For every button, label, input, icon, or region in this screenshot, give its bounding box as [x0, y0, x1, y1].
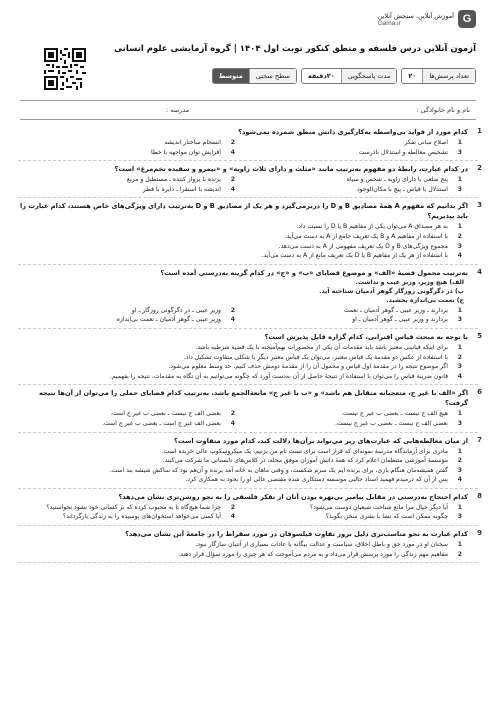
answer-option[interactable] [245, 512, 462, 522]
answer-option[interactable] [18, 138, 235, 148]
option-text: افزایش توان مواجهه با خطا [150, 148, 221, 156]
answer-option[interactable] [18, 475, 462, 485]
exam-meta [212, 68, 476, 84]
option-number: 1 [457, 410, 462, 418]
option-number: 3 [457, 513, 462, 521]
question-text: با توجه به مبحث قیاس اقترانی، کدام گزاره قابل پذیرش است؟ [264, 332, 468, 341]
question-number: 1 [477, 127, 482, 135]
brand-title: آموزش آنلاین، سنجش آنلاین [377, 11, 454, 20]
option-text: چگونه ممکن است که نشا با بشری سخن بگوید؟ [325, 513, 448, 521]
option-text: مفاهیم مهم زندگی را مورد پرسش قرار می‌داد و به مردم می‌آموخت که هر چیزی را مورد سؤال قرار دهند. [178, 550, 448, 558]
answer-option[interactable] [18, 540, 462, 550]
difficulty-box [212, 68, 297, 84]
option-text: بردارند ـ وزیر عیبی ـ گوهر آدمیان ـ نعمت [343, 306, 448, 314]
duration-label: مدت پاسخگویی [341, 69, 397, 83]
option-text: مادری برای آرماندگاه مدرسهٔ نمونه‌ای که قرار است برای تست نام من بزنیم، یک میکروسکوپ عالی خریده است. [161, 447, 448, 455]
answer-option[interactable] [245, 503, 462, 513]
option-text: انسجام ساختار اندیشه [164, 139, 221, 146]
question-text: کدام احتجاج به‌درستی در مقابل پیامبر بی‌بهره بودن آنان از تفکر فلسفی را به نحو روشن‌تری نشان می‌دهد؟ [118, 492, 468, 501]
question-block [18, 329, 482, 385]
option-number: 2 [457, 232, 462, 240]
option-text: مجموع ویژگی‌های B و D یک تعریف مفهومی از A به دست می‌دهد. [278, 242, 448, 250]
option-text: آیا کسی می‌خواهد استخوان‌های پوسیده را به زندگی بازگرداند؟ [62, 513, 221, 521]
answer-options [18, 343, 478, 381]
answer-option[interactable] [245, 306, 462, 316]
duration-box [301, 68, 398, 84]
question-text: به‌ترتیب محمول قضیهٔ «الف» و موضوع قضایای «ب» و «ج» در کدام گزینه به‌درستی آمده است؟ [160, 268, 468, 277]
option-number: 3 [457, 466, 462, 474]
option-text: با استفاده از هر یک از مفاهیم B یا D یک تعریف مانع از A به دست می‌آید. [261, 252, 448, 260]
option-text: بعضی الف ج نیست ـ بعضی ب غیر ج نیست. [335, 419, 448, 427]
question-text: کدام مورد از فواید بی‌واسطه به‌کارگیری دانش منطق شمرده نمی‌شود؟ [238, 128, 468, 136]
answer-option[interactable] [18, 222, 462, 232]
answer-options [18, 540, 478, 559]
option-number: 2 [230, 503, 235, 511]
option-number: 3 [457, 242, 462, 250]
answer-option[interactable] [245, 419, 462, 429]
answer-option[interactable] [18, 232, 462, 242]
option-text: قانون ضریبهٔ قیاس را می‌توان با استفاده از نتیجهٔ حاصل از آن به‌دست آورد که چگونه می‌توانیم به آن نگاه به مقدمات، نتیجه را بفهمیم. [109, 372, 448, 380]
option-number: 3 [457, 363, 462, 371]
option-text: وزیر عیبی ـ گوهر آدمیان ـ نعمت بی‌اندازه [116, 316, 221, 324]
question-sub-statement: ب) در دگرگونی روزگار گوهر آدمیان شناخته آید. [319, 287, 464, 295]
option-number: 1 [457, 503, 462, 511]
answer-option[interactable] [245, 175, 462, 185]
option-number: 1 [457, 176, 462, 184]
option-text: پنج ضلعی با دارای زاویه ـ شخص و سیاه [346, 176, 448, 184]
answer-option[interactable] [245, 185, 462, 195]
option-text: بعضی الف غیر ج است ـ بعضی ب غیر ج است. [102, 419, 221, 427]
option-number: 2 [457, 353, 462, 361]
question-block [18, 124, 482, 161]
question-count-value: ۲۰ [408, 72, 417, 80]
option-number: 4 [457, 252, 462, 260]
answer-option[interactable] [18, 175, 235, 185]
answer-option[interactable] [18, 362, 462, 372]
question-number: 4 [477, 267, 482, 276]
option-text: آیا دیگر خیال مرا مانع شناخت شیعیانِ دوست می‌شود؟ [309, 503, 448, 511]
answer-option[interactable] [245, 148, 462, 158]
option-number: 1 [457, 306, 462, 314]
option-text: اندیشه با استقرا ـ دایره با قطر [142, 185, 221, 193]
option-text: چرا شما هیچ‌گاه تا به محبوب کرده که بر کسانی خود نشود نخواستید؟ [46, 503, 221, 511]
question-text: از میان مغالطه‌هایی که عبارت‌های زیر می‌تواند برآن‌ها دلالت کند، کدام مورد متفاوت است؟ [174, 436, 468, 445]
option-text: استدلال با قیاس ـ پیچ با مکان‌الوجود [356, 185, 448, 193]
option-text: اگر موضوع نتیجه را در مقدمهٔ اول قیاس و محمول آن را از مقدمهٔ دومش حذف کنیم، حد وسط معلوم می‌شود. [168, 363, 448, 371]
difficulty-label: سطح سختی [249, 69, 296, 83]
school-label: مدرسه : [166, 106, 190, 114]
qr-code-icon [44, 48, 86, 90]
answer-options [18, 409, 478, 428]
question-text: در کدام عبارت، رابطهٔ دو مفهوم به‌ترتیب مانند «مثلث و دارای ثلاث زاویه» و «نیمرو و سفیده تخم‌مرغ» است؟ [114, 165, 468, 174]
question-number: 5 [477, 331, 482, 340]
option-number: 4 [457, 372, 462, 380]
answer-option[interactable] [18, 409, 235, 419]
answer-option[interactable] [18, 306, 235, 316]
option-text: پرنده با پرواز کننده ـ مستطیل و مربع [126, 176, 221, 184]
option-text: بردارند و وزیر عیبی ـ گوهر آدمیان ـ او [352, 316, 448, 324]
option-text: بعضی الف ج نیست ـ بعضی ب غیر ج است. [110, 410, 221, 418]
question-number: 6 [477, 388, 482, 397]
option-text: اصلاح مبانی تفکر [404, 139, 448, 146]
answer-option[interactable] [18, 315, 235, 325]
answer-option[interactable] [18, 148, 235, 158]
option-number: 4 [230, 513, 235, 521]
answer-option[interactable] [245, 409, 462, 419]
option-number: 1 [457, 541, 462, 549]
answer-option[interactable] [18, 447, 462, 457]
option-number: 1 [457, 447, 462, 455]
question-number: 3 [477, 201, 482, 210]
question-text: کدام عبارت به نحو مناسب‌تری دلیل بروز تفاوت فیلسوفان در مورد سقراط را در جامعهٔ آتن نشان می‌دهد؟ [125, 530, 468, 539]
option-number: 3 [457, 148, 462, 156]
answer-option[interactable] [18, 185, 235, 195]
answer-option[interactable] [18, 550, 462, 560]
option-text: به هر مصداق A می‌توان یکی از مفاهیم B یا D را نسبت داد. [296, 223, 448, 231]
question-block [18, 526, 482, 563]
option-number: 2 [457, 457, 462, 465]
answer-option[interactable] [18, 353, 462, 363]
option-number: 1 [457, 343, 462, 351]
option-text: پس از آن که درمیدم فهمید اسناد جالبی موسسه دستکاری شده مقتضی عالی او را بخود به همکاری کرد. [185, 476, 448, 484]
answer-options [18, 503, 478, 522]
option-number: 1 [457, 223, 462, 231]
answer-option[interactable] [18, 242, 462, 252]
answer-option[interactable] [18, 343, 462, 353]
option-number: 2 [230, 176, 235, 184]
brand-logo [378, 10, 476, 28]
option-number: 2 [230, 306, 235, 314]
question-block [18, 265, 482, 329]
questions-area [18, 124, 482, 698]
brand-text [378, 12, 454, 27]
answer-option[interactable] [18, 251, 462, 261]
question-number: 7 [477, 435, 482, 444]
question-count-box [401, 68, 476, 84]
option-number: 3 [457, 185, 462, 193]
option-text: وزیر عیبی ـ در دگرگونی روزگار ـ او [131, 306, 221, 314]
answer-options [18, 138, 478, 157]
option-text: هیچ الف ج نیست ـ بعضی ب غیر ج نیست. [341, 410, 448, 418]
question-block [18, 161, 482, 198]
question-number: 8 [477, 491, 482, 500]
option-number: 3 [457, 316, 462, 324]
option-text: مؤسسهٔ آموزشی منتظمان اعلام کرد که همهٔ دانش آموزان موفق محله، در کلاس‌های تابستانی ما شرکت می‌کنند. [162, 457, 448, 465]
answer-options [18, 447, 478, 485]
answer-option[interactable] [18, 372, 462, 382]
answer-option[interactable] [18, 419, 235, 429]
question-number: 2 [477, 164, 482, 173]
logo-mark-icon: G [458, 10, 476, 28]
student-info-row [20, 100, 476, 120]
answer-option[interactable] [18, 466, 462, 476]
option-number: 4 [230, 419, 235, 427]
answer-option[interactable] [18, 503, 235, 513]
option-number: 4 [230, 185, 235, 193]
option-number: 3 [457, 419, 462, 427]
option-number: 4 [230, 148, 235, 156]
question-block [18, 385, 482, 432]
option-text: با استفاده از مفاهیم A و B یک تعریف جامع از A به دست می‌آید. [284, 232, 448, 240]
option-number: 2 [230, 139, 235, 146]
question-sub-statement: الف) هیچ وزیر، وزیر عیب و نداشت. [355, 278, 464, 286]
question-block [18, 198, 482, 264]
option-number: 1 [457, 139, 462, 146]
question-sub-statement: ج) نعمت بی‌اندازه بخشید. [386, 296, 464, 304]
question-number: 9 [477, 529, 482, 538]
answer-option[interactable] [245, 138, 462, 148]
answer-option[interactable] [245, 315, 462, 325]
option-text: برای اینکه قیاسی معتبر باشد باید مقدمات آن یکی از محصورات بهم‌آمیخته با یک قضیهٔ شرطیه باشد. [195, 343, 448, 351]
question-text: اگر «الف با غیر ج، متعجبانه متقابل هم باشد» و «ب یا غیر ج» مانعةالجمع باشد، به‌ترتیب کدام قضایای حملی را می‌توان از آن‌ها نتیجه گرفت؟ [39, 389, 468, 408]
option-number: 4 [230, 316, 235, 324]
option-number: 4 [457, 476, 462, 484]
option-text: سخنان او در مورد حق و باطل اخلاق، سیاست و عدالت بیگانه با عادات بسیاری از آتنیان سازگار نبود. [195, 541, 448, 549]
exam-title: آزمون آنلاین درس فلسفه و منطق کنکور نوبت اول ۱۴۰۴ | گروه آزمایشی علوم انسانی [114, 44, 476, 54]
answer-options [18, 306, 478, 325]
option-text: تشخیص مغالطه و استدلال نادرست [358, 148, 448, 156]
student-name-label: نام و نام خانوادگی : [416, 106, 470, 114]
answer-options [18, 175, 478, 194]
question-count-label: تعداد پرسش‌ها [422, 69, 475, 83]
question-block [18, 489, 482, 526]
difficulty-value: متوسط [213, 69, 249, 83]
answer-option[interactable] [18, 456, 462, 466]
question-text: اگر بدانیم که مفهوم A همهٔ مصادیق B و D را دربرمی‌گیرد و هر یک از مصادیق B و D به‌ترتیب دارای ویژگی‌های خاص هستند، کدام عبارت را باید بپذیریم؟ [20, 202, 468, 221]
duration-value: ۲۰دقیقه [307, 72, 335, 80]
question-block [18, 433, 482, 489]
option-text: با استفاده از عکس دو مقدمهٔ یک قیاس معتبر، می‌توان یک قیاس معتبر دیگر با شکلی متفاوت تشکیل داد. [183, 353, 448, 361]
answer-options [18, 222, 478, 260]
brand-site[interactable]: Gama.ir [377, 19, 401, 27]
option-number: 2 [457, 550, 462, 558]
answer-option[interactable] [18, 512, 235, 522]
option-text: گفتن همیشه‌مان هنگام بازی، برای برنده ایم یک سرم شکست، و وقتی ماهان به خانه آمد برنده و آن‌هم بود که ساکش شیشه بند است. [109, 466, 448, 474]
option-number: 2 [230, 410, 235, 418]
